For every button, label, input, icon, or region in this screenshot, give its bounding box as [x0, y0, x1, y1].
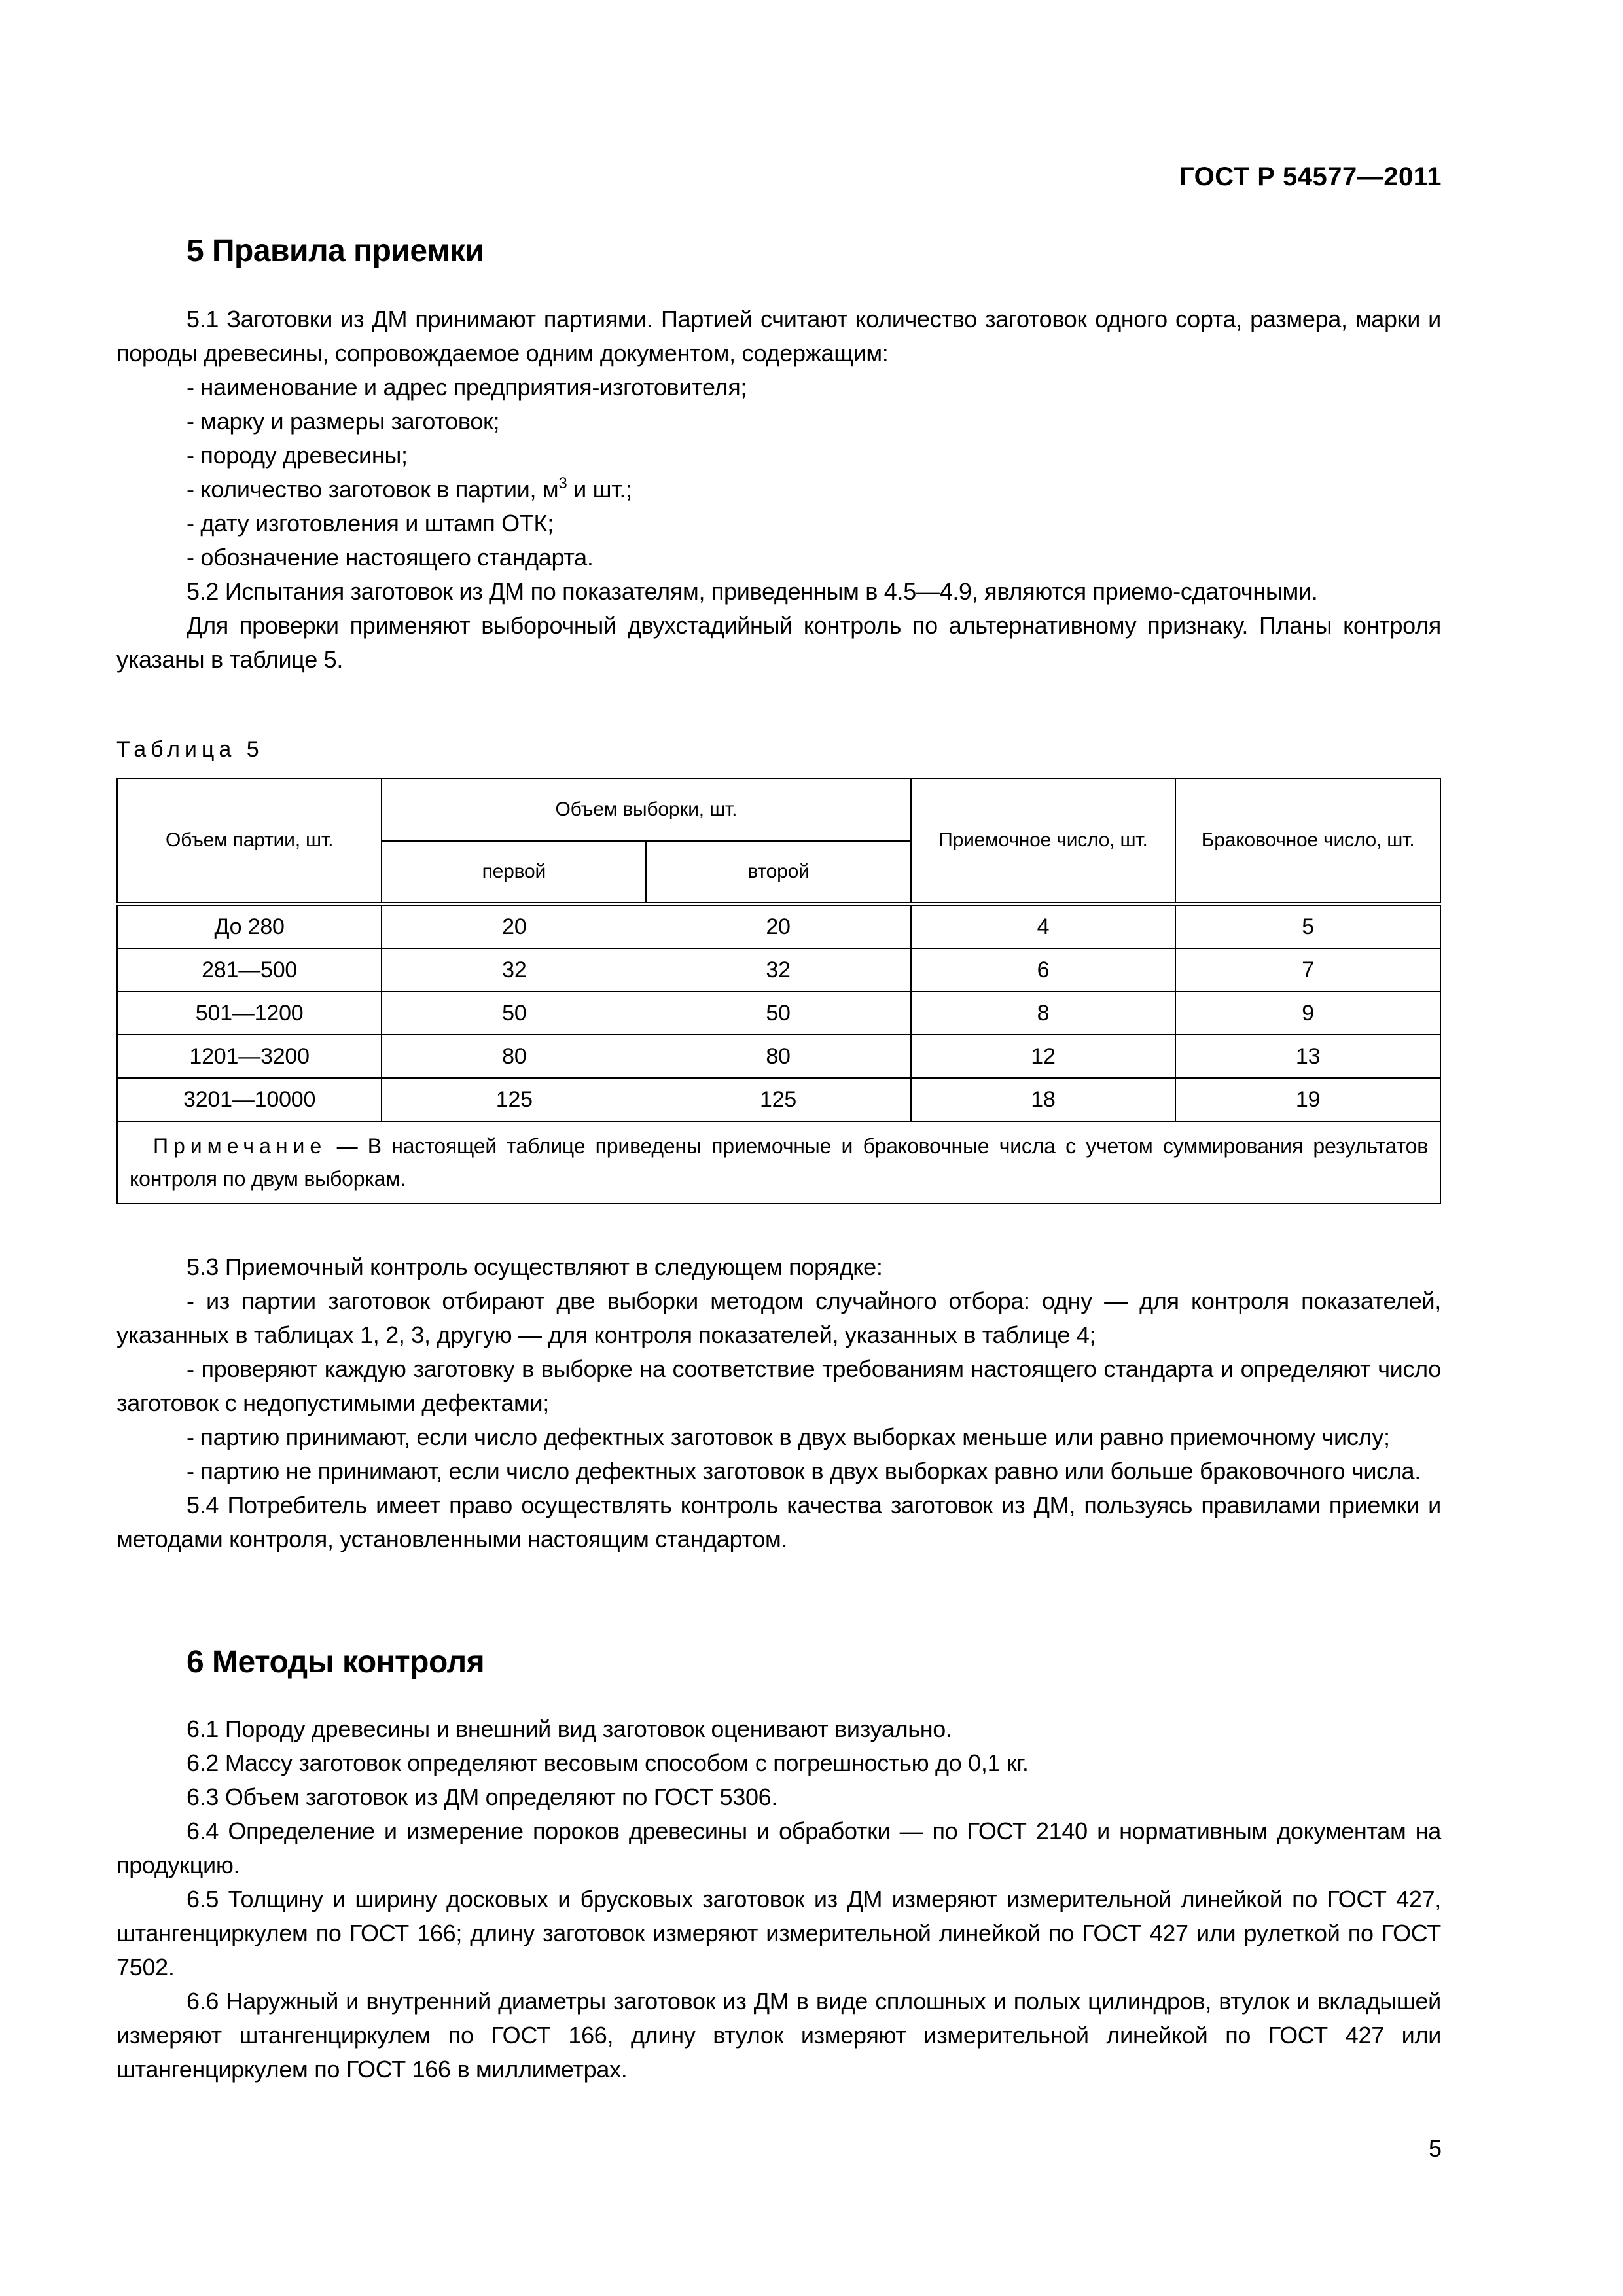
paragraph-6-5: 6.5 Толщину и ширину досковых и брусковых заготовок из ДМ измеряют измерительной линейкой по ГОСТ 427, штангенциркулем по ГОСТ 166; длину заготовок измеряют измерительной линейкой по ГОСТ 427 или рулеткой по ГОСТ 7502.: [116, 1886, 1441, 1981]
cell-second: 50: [646, 992, 910, 1035]
header-acceptance-number: Приемочное число, шт.: [911, 778, 1176, 904]
section-5-continued: [116, 1250, 1441, 1556]
superscript: 3: [558, 475, 567, 492]
cell-second: 32: [646, 948, 910, 992]
list-item: [116, 473, 1441, 507]
page-number: 5: [1428, 2135, 1442, 2162]
cell-second: 20: [646, 904, 910, 948]
list-item: - породу древесины;: [187, 442, 408, 469]
cell-lot-size: 281—500: [117, 948, 382, 992]
header-sample-size: Объем выборки, шт.: [382, 778, 910, 841]
table-row: [117, 992, 1440, 1035]
paragraph-5-4: 5.4 Потребитель имеет право осуществлять контроль качества заготовок из ДМ, пользуясь правилами приемки и методами контроля, установленными настоящим стандартом.: [116, 1492, 1441, 1552]
table-caption: Таблица 5: [116, 737, 264, 762]
table-note: [117, 1121, 1440, 1204]
list-item: - марку и размеры заготовок;: [187, 408, 500, 435]
paragraph-6-3: 6.3 Объем заготовок из ДМ определяют по ГОСТ 5306.: [187, 1784, 778, 1810]
list-item-text: и шт.;: [567, 476, 632, 503]
cell-second: 125: [646, 1078, 910, 1121]
list-item: - обозначение настоящего стандарта.: [187, 544, 594, 571]
paragraph-5-2b: Для проверки применяют выборочный двухстадийный контроль по альтернативному признаку. Планы контроля указаны в таблице 5.: [116, 612, 1441, 673]
paragraph-5-1: 5.1 Заготовки из ДМ принимают партиями. Партией считают количество заготовок одного сорта, размера, марки и породы древесины, сопровождаемое одним документом, содержащим:: [116, 306, 1441, 367]
list-item: - из партии заготовок отбирают две выборки методом случайного отбора: одну — для контроля показателей, указанных в таблицах 1, 2, 3, другую — для контроля показателей, указанных в таблице 4;: [116, 1287, 1441, 1348]
table-5: [116, 778, 1441, 1204]
note-text: — В настоящей таблице приведены приемочные и браковочные числа с учетом суммирования результатов контроля по двум выборкам.: [130, 1134, 1428, 1191]
cell-rejection: 13: [1175, 1035, 1440, 1078]
paragraph-5-3: 5.3 Приемочный контроль осуществляют в следующем порядке:: [187, 1253, 883, 1280]
header-lot-size: Объем партии, шт.: [117, 778, 382, 904]
section-6-body: [116, 1712, 1441, 2087]
cell-acceptance: 4: [911, 904, 1176, 948]
list-item: - дату изготовления и штамп ОТК;: [187, 510, 554, 537]
standard-code: ГОСТ Р 54577—2011: [1179, 162, 1442, 191]
cell-lot-size: До 280: [117, 904, 382, 948]
table-row: [117, 1078, 1440, 1121]
cell-acceptance: 18: [911, 1078, 1176, 1121]
cell-first: 125: [382, 1078, 646, 1121]
paragraph-6-6: 6.6 Наружный и внутренний диаметры заготовок из ДМ в виде сплошных и полых цилиндров, втулок и вкладышей измеряют штангенциркулем по ГОСТ 166, длину втулок измеряют измерительной линейкой по ГОСТ 427 или штангенциркулем по ГОСТ 166 в миллиметрах.: [116, 1988, 1441, 2083]
list-item: - наименование и адрес предприятия-изготовителя;: [187, 374, 747, 401]
cell-rejection: 7: [1175, 948, 1440, 992]
cell-acceptance: 8: [911, 992, 1176, 1035]
table-row: [117, 1035, 1440, 1078]
section-5-title: 5 Правила приемки: [187, 234, 484, 268]
cell-acceptance: 6: [911, 948, 1176, 992]
cell-rejection: 9: [1175, 992, 1440, 1035]
list-item-text: - количество заготовок в партии, м: [187, 476, 559, 503]
paragraph-6-4: 6.4 Определение и измерение пороков древесины и обработки — по ГОСТ 2140 и нормативным документам на продукцию.: [116, 1818, 1441, 1878]
section-5-body: [116, 302, 1441, 677]
table-row: [117, 904, 1440, 948]
cell-lot-size: 1201—3200: [117, 1035, 382, 1078]
section-6-title: 6 Методы контроля: [187, 1645, 485, 1679]
list-item: - партию не принимают, если число дефектных заготовок в двух выборках равно или больше браковочного числа.: [187, 1458, 1421, 1484]
paragraph-6-2: 6.2 Массу заготовок определяют весовым способом с погрешностью до 0,1 кг.: [187, 1749, 1029, 1776]
paragraph-5-2: 5.2 Испытания заготовок из ДМ по показателям, приведенным в 4.5—4.9, являются приемо-сдаточными.: [187, 578, 1318, 605]
header-first-sample: первой: [382, 841, 646, 904]
cell-acceptance: 12: [911, 1035, 1176, 1078]
cell-rejection: 5: [1175, 904, 1440, 948]
cell-lot-size: 3201—10000: [117, 1078, 382, 1121]
paragraph-6-1: 6.1 Породу древесины и внешний вид заготовок оценивают визуально.: [187, 1715, 952, 1742]
cell-rejection: 19: [1175, 1078, 1440, 1121]
list-item: - проверяют каждую заготовку в выборке на соответствие требованиям настоящего стандарта и определяют число заготовок с недопустимыми дефектами;: [116, 1355, 1441, 1416]
table-row: [117, 948, 1440, 992]
cell-first: 80: [382, 1035, 646, 1078]
list-item: - партию принимают, если число дефектных заготовок в двух выборках меньше или равно приемочному числу;: [187, 1424, 1390, 1450]
cell-first: 20: [382, 904, 646, 948]
header-rejection-number: Браковочное число, шт.: [1175, 778, 1440, 904]
cell-first: 32: [382, 948, 646, 992]
header-second-sample: второй: [646, 841, 910, 904]
note-label: Примечание: [153, 1134, 327, 1158]
cell-second: 80: [646, 1035, 910, 1078]
cell-first: 50: [382, 992, 646, 1035]
cell-lot-size: 501—1200: [117, 992, 382, 1035]
